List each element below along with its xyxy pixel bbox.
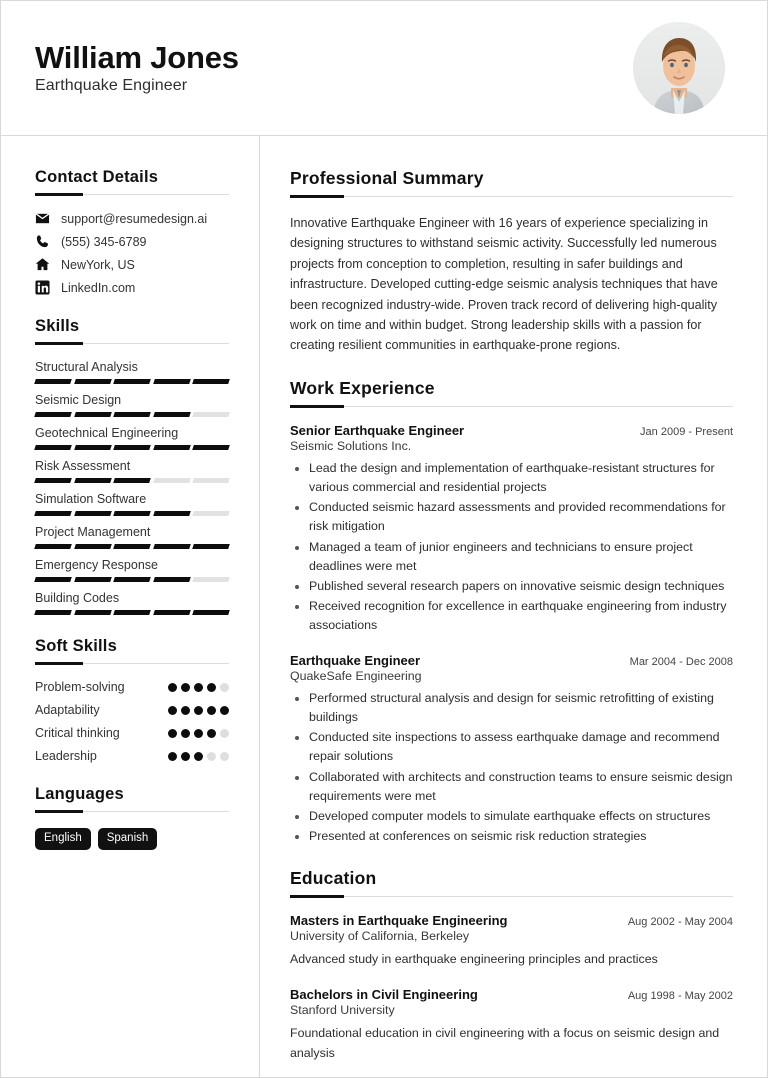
soft-skill-name: Adaptability [35, 703, 100, 717]
skill-segment [34, 478, 71, 483]
skill-segment [74, 445, 111, 450]
contact-details-heading: Contact Details [35, 168, 159, 186]
skill-segment [113, 412, 150, 417]
skill-segment [74, 478, 111, 483]
skill-segment [113, 544, 150, 549]
rating-dot [168, 729, 177, 738]
skill-item [35, 459, 229, 483]
profile-photo-icon [633, 22, 725, 114]
soft-skill-item [35, 726, 229, 740]
soft-skill-name: Problem-solving [35, 680, 125, 694]
skill-segment [74, 511, 111, 516]
skill-level-bar [35, 577, 229, 582]
skill-name: Seismic Design [35, 393, 122, 407]
education-entry-header [290, 987, 733, 1002]
rating-dot [181, 706, 190, 715]
skills-heading: Skills [35, 317, 80, 335]
soft-skill-name: Critical thinking [35, 726, 120, 740]
skill-segment [34, 577, 71, 582]
skill-name: Project Management [35, 525, 151, 539]
section-professional-summary [290, 168, 733, 356]
experience-bullet-list [290, 689, 733, 847]
rating-dot [168, 683, 177, 692]
contact-list [35, 211, 229, 295]
experience-role: Senior Earthquake Engineer [290, 422, 465, 438]
skill-segment [153, 511, 190, 516]
soft-skill-item [35, 749, 229, 763]
skill-level-bar [35, 511, 229, 516]
education-description: Advanced study in earthquake engineering principles and practices [290, 952, 658, 967]
rating-dot [220, 729, 229, 738]
skill-segment [34, 412, 71, 417]
experience-date-range: Jan 2009 - Present [640, 425, 733, 438]
experience-company: QuakeSafe Engineering [290, 668, 422, 683]
skill-name: Geotechnical Engineering [35, 426, 179, 440]
rating-dot [194, 706, 203, 715]
skills-list [35, 360, 229, 615]
education-date-range: Aug 2002 - May 2004 [627, 916, 733, 929]
rating-dot [207, 729, 216, 738]
education-heading: Education [290, 868, 377, 889]
rating-dot [181, 729, 190, 738]
rating-dot [207, 706, 216, 715]
work-experience-heading: Work Experience [290, 377, 435, 398]
experience-date-range: Mar 2004 - Dec 2008 [629, 655, 733, 668]
soft-skill-rating [168, 752, 229, 761]
language-tag: English [35, 828, 91, 850]
education-entry [290, 913, 733, 970]
soft-skill-rating [168, 729, 229, 738]
experience-bullet: • Presented at conferences on seismic risk reduction strategies [309, 827, 733, 846]
experience-bullet: • Lead the design and implementation of earthquake-resistant structures for various commercial and residential projects [309, 459, 733, 497]
skill-segment [74, 544, 111, 549]
skill-item [35, 492, 229, 516]
rating-dot [207, 683, 216, 692]
skill-segment [153, 478, 190, 483]
skill-level-bar [35, 610, 229, 615]
skill-level-bar [35, 379, 229, 384]
experience-bullet: • Received recognition for excellence in earthquake engineering from industry associations [309, 597, 733, 635]
education-description: Foundational education in civil engineering with a focus on seismic design and analysis [290, 1026, 720, 1061]
skill-segment [113, 478, 150, 483]
section-work-experience [290, 378, 733, 847]
main-content [260, 136, 767, 1077]
section-contact-details [35, 168, 229, 295]
skill-segment [193, 511, 230, 516]
rating-dot [220, 752, 229, 761]
soft-skill-name: Leadership [35, 749, 97, 763]
experience-bullet: • Conducted seismic hazard assessments and provided recommendations for risk mitigation [309, 498, 733, 536]
contact-item-email[interactable] [35, 211, 229, 226]
skill-segment [153, 412, 190, 417]
section-education [290, 868, 733, 1064]
resume-body [1, 136, 767, 1077]
phone-icon [35, 234, 50, 249]
skill-segment [153, 544, 190, 549]
experience-list [290, 423, 733, 847]
skill-segment [34, 379, 71, 384]
rating-dot [181, 752, 190, 761]
education-school: University of California, Berkeley [290, 929, 470, 944]
skill-segment [113, 445, 150, 450]
skill-segment [34, 544, 71, 549]
rating-dot [220, 683, 229, 692]
contact-value-email: support@resumedesign.ai [61, 211, 208, 226]
skill-item [35, 558, 229, 582]
contact-value-phone: (555) 345-6789 [61, 234, 147, 249]
skill-segment [193, 445, 230, 450]
home-icon [35, 257, 50, 272]
rating-dot [168, 752, 177, 761]
professional-summary-heading: Professional Summary [290, 168, 484, 188]
soft-skill-item [35, 703, 229, 717]
header-text-block [35, 41, 239, 95]
skill-segment [193, 544, 230, 549]
soft-skill-rating [168, 683, 229, 692]
skill-name: Risk Assessment [35, 459, 131, 473]
education-list [290, 913, 733, 1064]
rating-dot [194, 729, 203, 738]
skill-segment [113, 610, 150, 615]
skill-segment [153, 379, 190, 384]
education-entry-header [290, 913, 733, 928]
languages-heading: Languages [35, 785, 124, 803]
language-tag: Spanish [98, 828, 158, 850]
skill-segment [34, 445, 71, 450]
skill-segment [193, 610, 230, 615]
experience-bullet: • Published several research papers on innovative seismic design techniques [309, 577, 733, 596]
experience-entry-header [290, 653, 733, 668]
skill-name: Building Codes [35, 591, 120, 605]
skill-item [35, 393, 229, 417]
skill-segment [74, 610, 111, 615]
contact-value-linkedin: LinkedIn.com [61, 280, 136, 295]
skill-segment [34, 610, 71, 615]
experience-bullet: • Developed computer models to simulate earthquake effects on structures [309, 807, 733, 826]
contact-value-location: NewYork, US [61, 257, 135, 272]
section-divider [35, 194, 229, 195]
skill-name: Simulation Software [35, 492, 147, 506]
experience-bullet-list [290, 459, 733, 636]
skill-segment [153, 445, 190, 450]
experience-bullet: • Conducted site inspections to assess earthquake damage and recommend repair solutions [309, 728, 733, 766]
skill-level-bar [35, 445, 229, 450]
skill-segment [193, 379, 230, 384]
education-entry [290, 987, 733, 1064]
skill-item [35, 426, 229, 450]
experience-role: Earthquake Engineer [290, 652, 421, 668]
contact-item-linkedin[interactable] [35, 280, 229, 295]
section-divider [35, 343, 229, 344]
education-degree: Bachelors in Civil Engineering [290, 987, 478, 1003]
experience-bullet: • Performed structural analysis and design for seismic retrofitting of existing buildings [309, 689, 733, 727]
section-languages [35, 785, 229, 850]
section-divider [290, 896, 733, 897]
rating-dot [194, 683, 203, 692]
skill-segment [74, 577, 111, 582]
skill-segment [193, 412, 230, 417]
experience-entry-header [290, 423, 733, 438]
skill-segment [113, 577, 150, 582]
rating-dot [181, 683, 190, 692]
skill-name: Emergency Response [35, 558, 158, 572]
education-degree: Masters in Earthquake Engineering [290, 913, 508, 929]
envelope-icon [35, 211, 50, 226]
skill-level-bar [35, 412, 229, 417]
experience-company: Seismic Solutions Inc. [290, 438, 412, 453]
section-soft-skills [35, 637, 229, 763]
soft-skill-item [35, 680, 229, 694]
skill-level-bar [35, 478, 229, 483]
skill-item [35, 525, 229, 549]
skill-segment [193, 577, 230, 582]
skill-segment [113, 511, 150, 516]
page-title: William Jones [35, 39, 239, 75]
soft-skill-rating [168, 706, 229, 715]
linkedin-icon [35, 280, 50, 295]
languages-list [35, 828, 229, 850]
section-divider [290, 196, 733, 197]
section-divider [290, 406, 733, 407]
skill-level-bar [35, 544, 229, 549]
skill-item [35, 591, 229, 615]
skill-segment [113, 379, 150, 384]
rating-dot [194, 752, 203, 761]
section-divider [35, 663, 229, 664]
rating-dot [207, 752, 216, 761]
sidebar [1, 136, 260, 1077]
contact-item-phone[interactable] [35, 234, 229, 249]
skill-item [35, 360, 229, 384]
rating-dot [168, 706, 177, 715]
skill-segment [34, 511, 71, 516]
skill-segment [193, 478, 230, 483]
soft-skills-list [35, 680, 229, 763]
section-divider [35, 811, 229, 812]
experience-bullet: • Managed a team of junior engineers and technicians to ensure project deadlines were met [309, 538, 733, 576]
soft-skills-heading: Soft Skills [35, 637, 117, 655]
avatar [633, 22, 725, 114]
header-job-title: Earthquake Engineer [35, 77, 188, 95]
skill-name: Structural Analysis [35, 360, 138, 374]
education-school: Stanford University [290, 1003, 395, 1018]
skill-segment [153, 577, 190, 582]
experience-bullet: • Collaborated with architects and construction teams to ensure seismic design requirements were met [309, 768, 733, 806]
rating-dot [220, 706, 229, 715]
skill-segment [74, 379, 111, 384]
skill-segment [153, 610, 190, 615]
professional-summary-text: Innovative Earthquake Engineer with 16 years of experience specializing in designing structures to withstand seismic activity. Successfully led numerous projects from conception to completion, resulting in safer buildings and infrastructure. Developed cutting-edge seismic analysis techniques that have been recognized industry-wide. Proven track record of delivering high-quality work on time and within budget. Strong leadership skills with a passion for creating resilient communities in earthquake-prone regions. [290, 216, 718, 353]
skill-segment [74, 412, 111, 417]
experience-entry [290, 653, 733, 847]
resume-header [1, 1, 767, 136]
section-skills [35, 317, 229, 615]
contact-item-location[interactable] [35, 257, 229, 272]
experience-entry [290, 423, 733, 636]
education-date-range: Aug 1998 - May 2002 [627, 990, 733, 1003]
